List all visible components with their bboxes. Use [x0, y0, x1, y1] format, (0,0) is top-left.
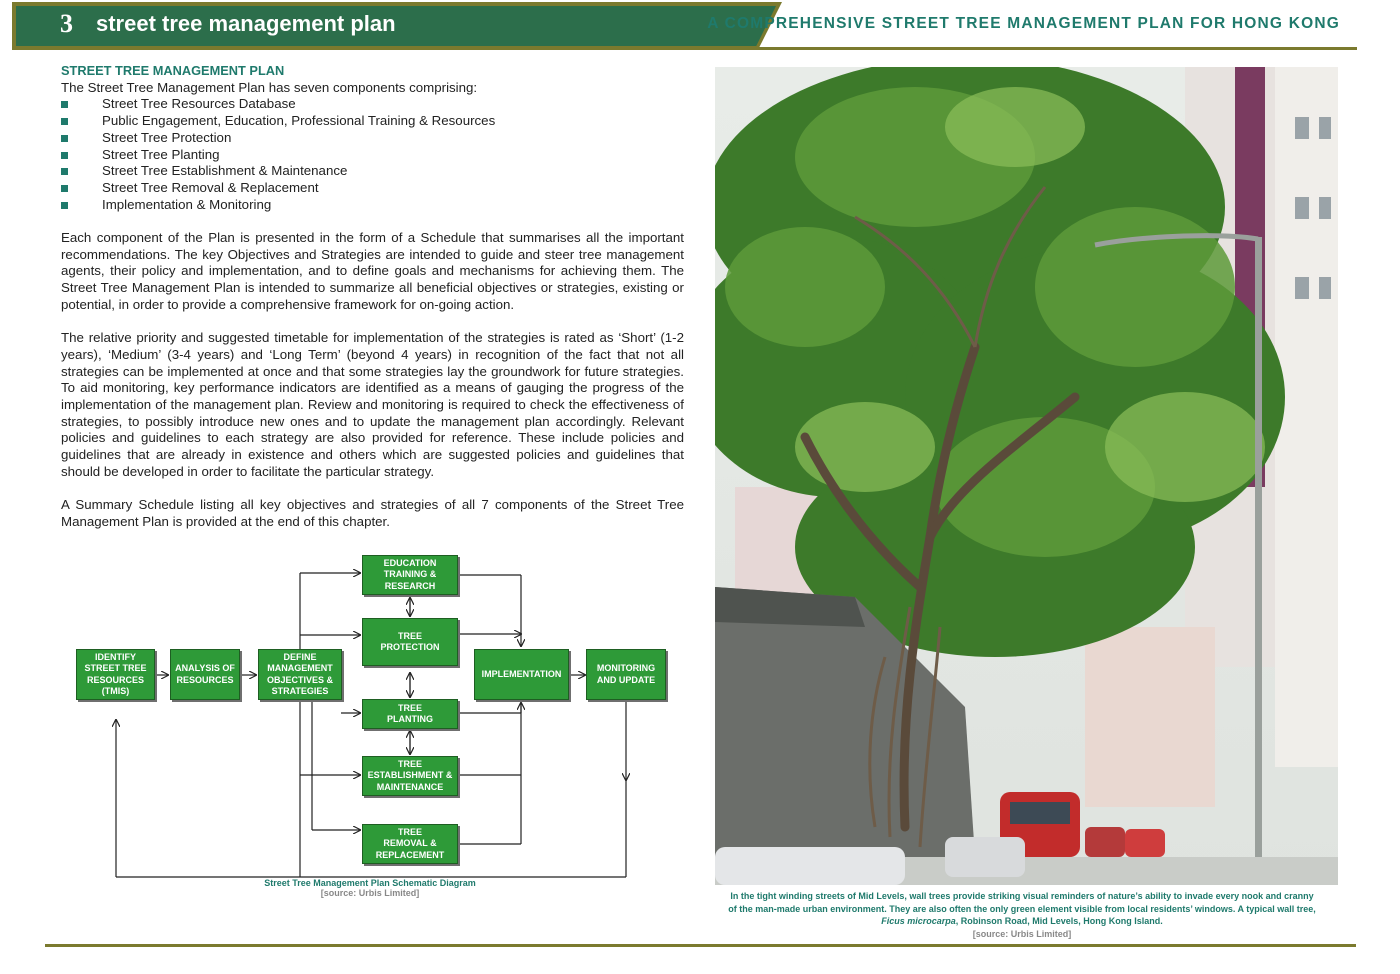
photo-caption-line: of the man-made urban environment. They are also often the only green element visible from local residents’ windows. A typical wall tree,: [728, 903, 1316, 914]
identify-box: IDENTIFY STREET TREE RESOURCES (TMIS): [76, 649, 155, 700]
photo-caption: [722, 890, 1322, 940]
list-item: Street Tree Removal & Replacement: [61, 180, 684, 197]
header-rule: [12, 47, 1357, 50]
protection-box: TREE PROTECTION: [362, 618, 458, 666]
tree-illustration: [715, 67, 1338, 885]
planting-box: TREE PLANTING: [362, 699, 458, 729]
diagram-caption-title: Street Tree Management Plan Schematic Diagram: [264, 878, 476, 888]
list-item: Public Engagement, Education, Professional Training & Resources: [61, 113, 684, 130]
analysis-box: ANALYSIS OF RESOURCES: [170, 649, 240, 700]
photo-caption-line: In the tight winding streets of Mid Levels, wall trees provide striking visual reminders of nature’s ability to invade every nook and cranny: [730, 891, 1314, 901]
document-title: A COMPREHENSIVE STREET TREE MANAGEMENT PLAN FOR HONG KONG: [707, 15, 1340, 32]
implementation-box: IMPLEMENTATION: [474, 649, 569, 700]
paragraph: A Summary Schedule listing all key objectives and strategies of all 7 components of the Street Tree Management Plan is provided at the end of this chapter.: [61, 497, 684, 529]
establishment-box: TREE ESTABLISHMENT & MAINTENANCE: [362, 756, 458, 796]
photo-source: [source: Urbis Limited]: [972, 928, 1072, 939]
removal-box: TREE REMOVAL & REPLACEMENT: [362, 824, 458, 864]
paragraph: Each component of the Plan is presented in the form of a Schedule that summarises all the important recommendations. The key Objectives and Strategies are intended to guide and steer tree management agents, their policy and implementation, and to define goals and mechanisms for achieving them. The Street Tree Management Plan is intended to summarize all beneficial objectives or strategies, existing or potential, in order to provide a comprehensive framework for on-going action.: [61, 230, 684, 312]
schematic-diagram: [60, 550, 690, 885]
intro-text: The Street Tree Management Plan has seven components comprising:: [61, 79, 478, 95]
footer-rule: [45, 944, 1356, 947]
text-column: [61, 63, 684, 531]
paragraph: The relative priority and suggested timetable for implementation of the strategies is rated as ‘Short’ (1-2 years), ‘Medium’ (3-4 years) and ‘Long Term’ (beyond 4 years) in recognition of the fact that not all strategies can be implemented at once and that some strategies lay the groundwork for future strategies. To aid monitoring, key performance indicators are identified as a means of gauging the progress of the implementation of the management plan. Review and monitoring is required to check the effectiveness of strategies, to possibly introduce new ones and to update the management plan accordingly. Relevant policies and guidelines to each strategy are also provided for reference. These include policies and guidelines that are already in existence and others which are suggested policies and guidelines that should be developed in order to facilitate the particular strategy.: [61, 330, 684, 479]
street-tree-photo: [715, 67, 1338, 885]
list-item: Street Tree Planting: [61, 147, 684, 164]
monitoring-box: MONITORING AND UPDATE: [586, 649, 666, 700]
chapter-title: street tree management plan: [96, 11, 396, 36]
photo-caption-line: [722, 915, 1322, 928]
photo-location: , Robinson Road, Mid Levels, Hong Kong Island.: [955, 916, 1163, 926]
education-box: EDUCATION TRAINING & RESEARCH: [362, 555, 458, 595]
define-box: DEFINE MANAGEMENT OBJECTIVES & STRATEGIES: [258, 649, 342, 700]
component-list: [61, 96, 684, 213]
species-name: Ficus microcarpa: [881, 916, 956, 926]
chapter-number: 3: [60, 9, 73, 38]
section-heading: STREET TREE MANAGEMENT PLAN: [61, 63, 285, 78]
list-item: Implementation & Monitoring: [61, 197, 684, 214]
diagram-caption-source: [source: Urbis Limited]: [320, 888, 420, 898]
list-item: Street Tree Resources Database: [61, 96, 684, 113]
list-item: Street Tree Establishment & Maintenance: [61, 163, 684, 180]
diagram-caption: [60, 878, 680, 898]
list-item: Street Tree Protection: [61, 130, 684, 147]
